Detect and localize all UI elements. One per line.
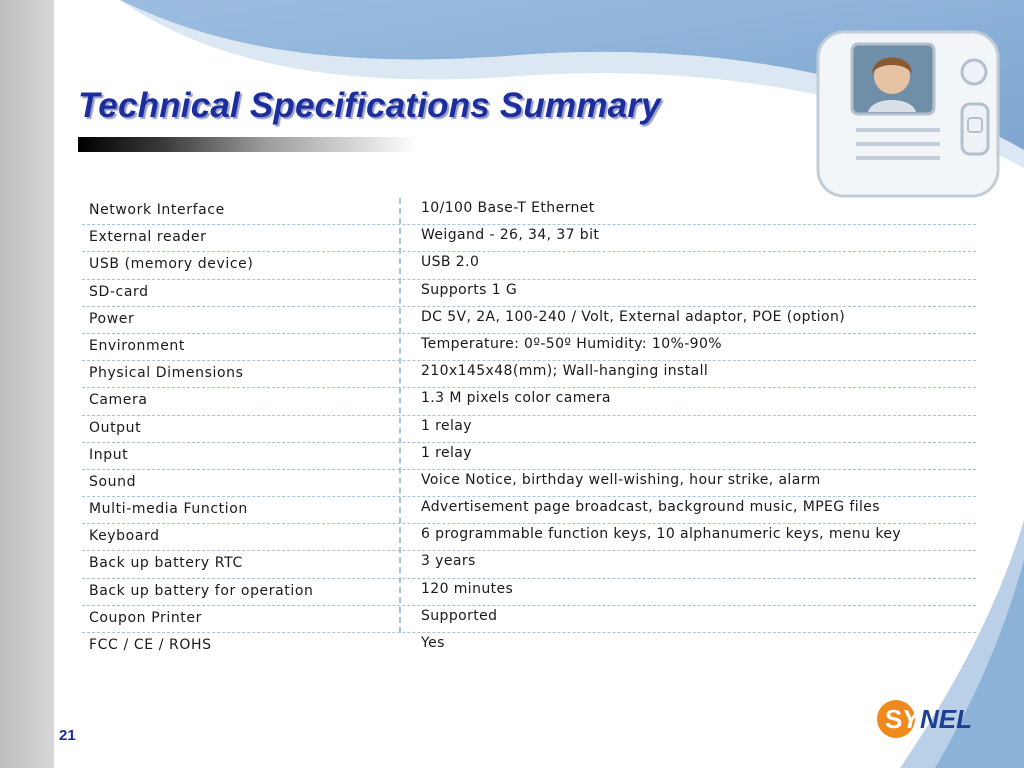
specs-table — [82, 198, 976, 660]
spec-label: Physical Dimensions — [89, 365, 244, 382]
spec-row — [82, 252, 976, 279]
spec-label: Back up battery RTC — [89, 555, 243, 572]
spec-row — [82, 633, 976, 660]
spec-label: External reader — [89, 229, 207, 246]
spec-row — [82, 388, 976, 415]
spec-value: 10/100 Base-T Ethernet — [421, 200, 595, 216]
spec-value: Supported — [421, 607, 498, 624]
spec-row — [82, 416, 976, 443]
spec-label: Multi-media Function — [89, 501, 248, 518]
spec-row — [82, 579, 976, 606]
spec-row — [82, 225, 976, 252]
spec-label: Environment — [89, 337, 185, 354]
spec-value: 6 programmable function keys, 10 alphanumeric keys, menu key — [421, 526, 902, 543]
spec-row — [82, 307, 976, 334]
spec-label: SD-card — [89, 283, 149, 300]
synel-logo — [874, 693, 994, 745]
spec-value: 1 relay — [421, 417, 472, 434]
spec-value: Temperature: 0º-50º Humidity: 10%-90% — [421, 335, 722, 352]
spec-row — [82, 497, 976, 524]
spec-label: Power — [89, 310, 135, 327]
svg-text:NEL: NEL — [920, 704, 972, 734]
spec-row — [82, 606, 976, 633]
spec-row — [82, 551, 976, 578]
spec-value: 120 minutes — [421, 580, 514, 597]
spec-row — [82, 334, 976, 361]
spec-value: Voice Notice, birthday well-wishing, hour strike, alarm — [421, 471, 821, 488]
svg-text:S: S — [885, 704, 903, 734]
spec-value: Advertisement page broadcast, background music, MPEG files — [421, 499, 880, 516]
slide-title: Technical Specifications Summary — [78, 86, 661, 125]
spec-value: Yes — [421, 635, 445, 651]
spec-value: USB 2.0 — [421, 254, 480, 271]
spec-label: Coupon Printer — [89, 609, 202, 626]
spec-value: 1 relay — [421, 444, 472, 461]
spec-label: Network Interface — [89, 202, 225, 218]
spec-label: Back up battery for operation — [89, 582, 314, 599]
spec-value: 1.3 M pixels color camera — [421, 390, 611, 407]
spec-row — [82, 470, 976, 497]
spec-value: Weigand - 26, 34, 37 bit — [421, 227, 600, 244]
spec-value: 210x145x48(mm); Wall-hanging install — [421, 363, 709, 380]
svg-text:Y: Y — [902, 704, 920, 734]
page-number: 21 — [59, 727, 76, 744]
spec-row — [82, 443, 976, 470]
spec-row — [82, 280, 976, 307]
spec-label: USB (memory device) — [89, 256, 254, 273]
spec-row — [82, 361, 976, 388]
spec-row — [82, 198, 976, 225]
spec-row — [82, 524, 976, 551]
time-clock-device-image — [810, 26, 1010, 206]
spec-label: Input — [89, 446, 129, 463]
spec-label: Output — [89, 419, 142, 436]
spec-value: DC 5V, 2A, 100-240 / Volt, External adaptor, POE (option) — [421, 308, 846, 325]
spec-value: Supports 1 G — [421, 281, 518, 298]
spec-label: Keyboard — [89, 528, 160, 545]
spec-label: Sound — [89, 473, 137, 490]
spec-value: 3 years — [421, 553, 476, 570]
title-underline-bar — [78, 137, 418, 152]
spec-label: FCC / CE / ROHS — [89, 637, 212, 653]
spec-label: Camera — [89, 392, 148, 409]
